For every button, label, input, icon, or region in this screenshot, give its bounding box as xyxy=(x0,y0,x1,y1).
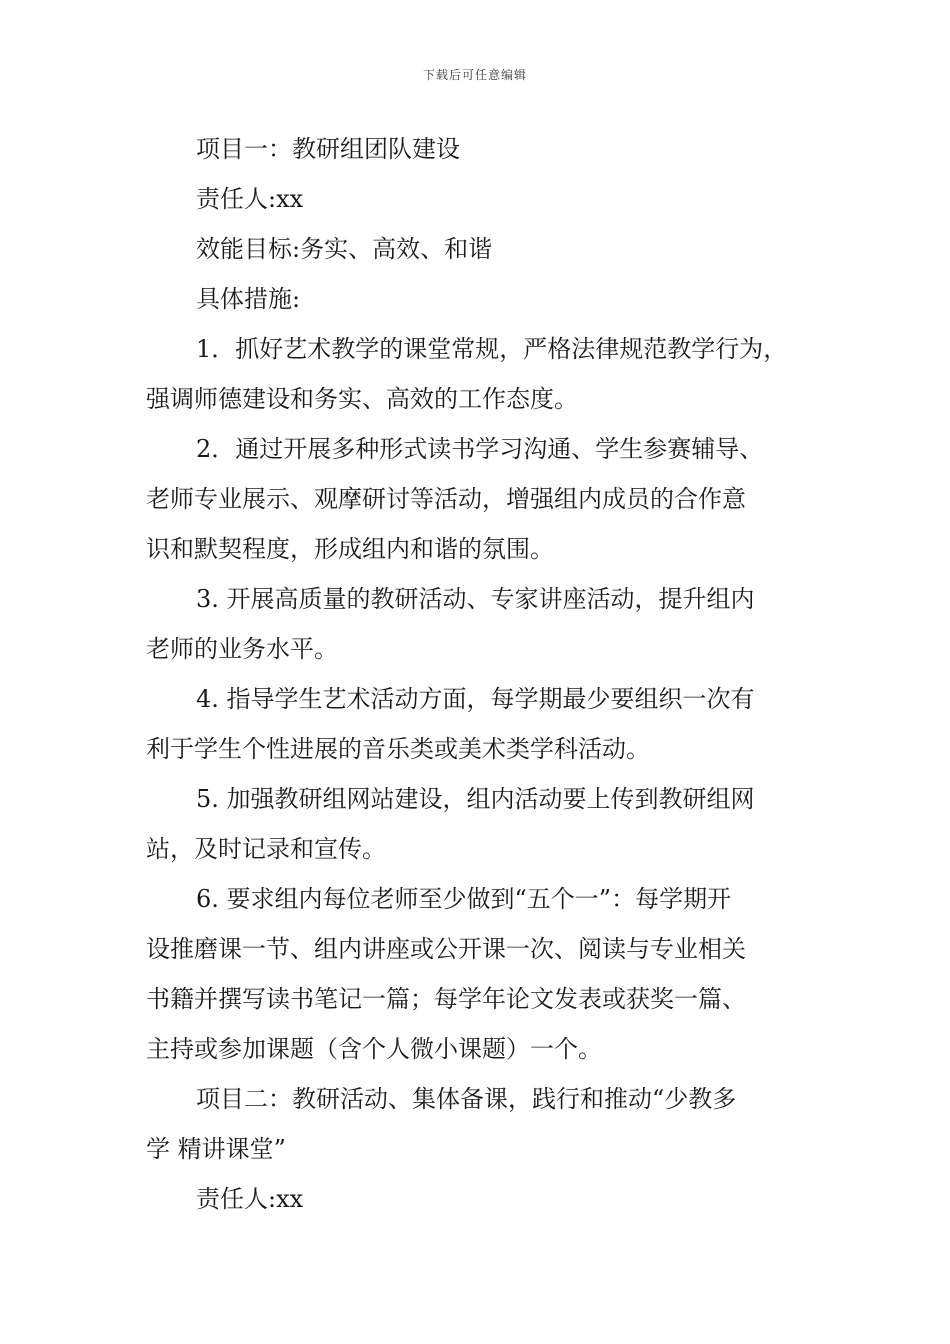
project-one-title: 项目一：教研组团队建设 xyxy=(196,135,460,163)
paragraph-line: 主持或参加课题（含个人微小课题）一个。 xyxy=(146,1035,602,1063)
responsible-person: 责任人:xx xyxy=(196,1185,304,1213)
page-header: 下载后可任意编辑 xyxy=(422,68,527,82)
paragraph-line: 学 精讲课堂” xyxy=(146,1135,286,1163)
paragraph-line: 站，及时记录和宣传。 xyxy=(146,835,386,863)
project-two-title: 项目二：教研活动、集体备课，践行和推动“少教多 xyxy=(196,1085,737,1113)
paragraph-line: 老师的业务水平。 xyxy=(146,635,338,663)
paragraph-line: 书籍并撰写读书笔记一篇；每学年论文发表或获奖一篇、 xyxy=(146,985,746,1013)
paragraph-line: 4. 指导学生艺术活动方面，每学期最少要组织一次有 xyxy=(196,685,755,713)
paragraph-line: 2．通过开展多种形式读书学习沟通、学生参赛辅导、 xyxy=(196,435,764,463)
efficiency-goal: 效能目标:务实、高效、和谐 xyxy=(196,235,493,263)
paragraph-line: 识和默契程度，形成组内和谐的氛围。 xyxy=(146,535,554,563)
paragraph-line: 1．抓好艺术教学的课堂常规，严格法律规范教学行为， xyxy=(196,335,788,363)
measures-heading: 具体措施: xyxy=(196,285,301,313)
paragraph-line: 老师专业展示、观摩研讨等活动，增强组内成员的合作意 xyxy=(146,485,746,513)
document-body xyxy=(146,124,810,1224)
paragraph-line: 6. 要求组内每位老师至少做到“五个一”：每学期开 xyxy=(196,885,732,913)
responsible-person: 责任人:xx xyxy=(196,185,304,213)
paragraph-line: 设推磨课一节、组内讲座或公开课一次、阅读与专业相关 xyxy=(146,935,746,963)
paragraph-line: 强调师德建设和务实、高效的工作态度。 xyxy=(146,385,578,413)
paragraph-line: 3. 开展高质量的教研活动、专家讲座活动，提升组内 xyxy=(196,585,755,613)
paragraph-line: 利于学生个性进展的音乐类或美术类学科活动。 xyxy=(146,735,650,763)
paragraph-line: 5. 加强教研组网站建设，组内活动要上传到教研组网 xyxy=(196,785,755,813)
